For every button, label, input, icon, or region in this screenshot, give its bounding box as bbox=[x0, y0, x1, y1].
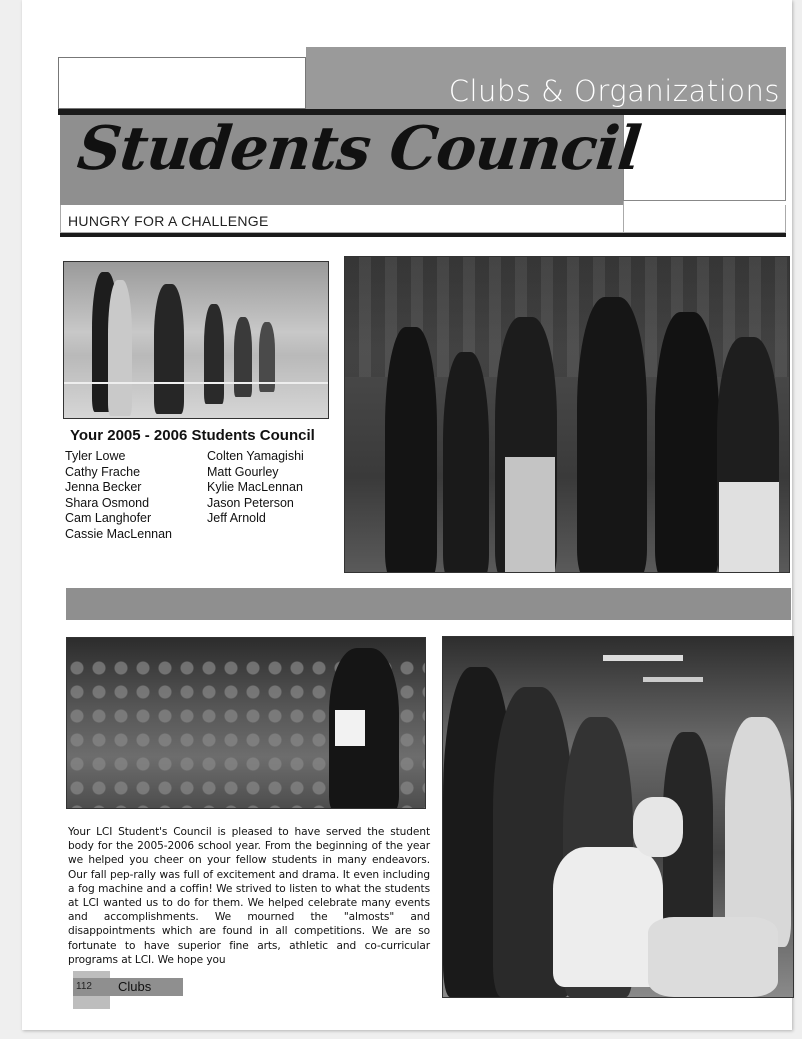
council-member: Jeff Arnold bbox=[207, 511, 266, 525]
title-right-box bbox=[623, 115, 786, 201]
page-number: 112 bbox=[76, 981, 92, 992]
council-member: Colten Yamagishi bbox=[207, 449, 304, 463]
council-list-column-1 bbox=[65, 449, 172, 542]
council-member: Cathy Frache bbox=[65, 464, 141, 479]
article-body: Your LCI Student's Council is pleased to have served the student body for the 2005-2006 school year. From the beginning of the year we helped you cheer on your fellow students in many endeavors. Our fall pep-rally was full of excitement and drama. It even including a fog machine and a coffin! We strived to listen to what the students at LCI wanted us to do for them. We helped celebrate many events and accomplishments. We mourned the "almosts" and disappointments which are found in all competitions. We are so fortunate to have superior fine arts, athletic and co-curricular programs at LCI. We hope you bbox=[68, 826, 430, 966]
council-member: Cassie MacLennan bbox=[65, 526, 173, 541]
council-list-column-2 bbox=[207, 449, 304, 527]
council-member: Tyler Lowe bbox=[65, 449, 126, 463]
council-member: Kylie MacLennan bbox=[207, 480, 303, 494]
footer-section-label: Clubs bbox=[118, 979, 152, 994]
council-member: Jason Peterson bbox=[207, 495, 294, 510]
header-white-box bbox=[58, 57, 306, 109]
subtitle: HUNGRY FOR A CHALLENGE bbox=[68, 213, 269, 229]
page-title: Students Council bbox=[74, 114, 644, 184]
council-member: Matt Gourley bbox=[207, 464, 279, 479]
subtitle-divider bbox=[623, 201, 624, 233]
section-label: Clubs & Organizations bbox=[448, 74, 780, 108]
council-member: Shara Osmond bbox=[65, 495, 150, 510]
header-rule-bottom bbox=[60, 233, 786, 237]
council-member: Jenna Becker bbox=[65, 480, 142, 494]
council-member: Cam Langhofer bbox=[65, 511, 152, 525]
council-heading: Your 2005 - 2006 Students Council bbox=[70, 427, 315, 444]
photo-assembly-crowd bbox=[66, 637, 426, 809]
photo-gym-skit bbox=[63, 261, 329, 419]
photo-food-drive bbox=[442, 636, 794, 998]
middle-gray-bar bbox=[66, 588, 791, 620]
photo-council-members bbox=[344, 256, 790, 573]
